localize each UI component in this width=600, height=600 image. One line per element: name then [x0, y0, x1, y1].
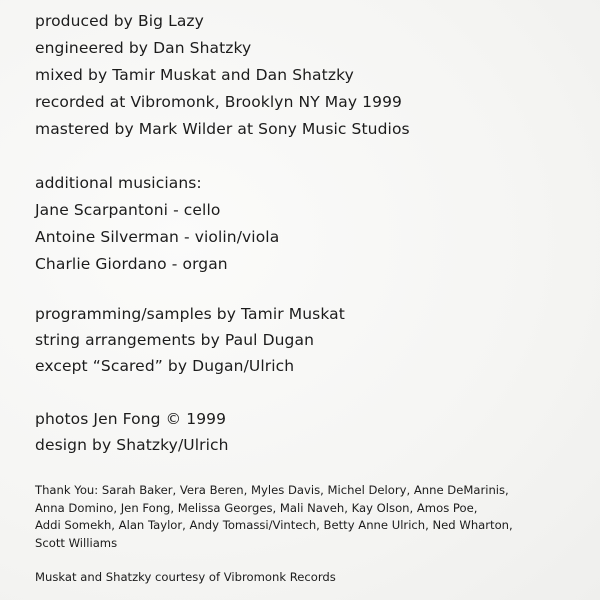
thank-you-line: Thank You: Sarah Baker, Vera Beren, Myles Davis, Michel Delory, Anne DeMarinis, [35, 483, 509, 497]
credit-programming: programming/samples by Tamir Muskat [35, 305, 345, 323]
liner-notes-page [35, 0, 595, 600]
credit-mixed: mixed by Tamir Muskat and Dan Shatzky [35, 66, 354, 84]
thank-you-line: Addi Somekh, Alan Taylor, Andy Tomassi/Vintech, Betty Anne Ulrich, Ned Wharton, [35, 518, 513, 533]
thank-you-line: Scott Williams [35, 536, 118, 551]
credit-photos: photos Jen Fong © 1999 [35, 410, 227, 428]
credit-strings: string arrangements by Paul Dugan [35, 331, 314, 349]
musician-line: Antoine Silverman - violin/viola [35, 228, 280, 246]
credit-engineered: engineered by Dan Shatzky [35, 39, 252, 57]
thank-you-line: Anna Domino, Jen Fong, Melissa Georges, Mali Naveh, Kay Olson, Amos Poe, [35, 500, 478, 515]
credit-strings-exception: except “Scared” by Dugan/Ulrich [35, 357, 295, 375]
credit-recorded: recorded at Vibromonk, Brooklyn NY May 1999 [35, 93, 403, 111]
credit-produced: produced by Big Lazy [35, 12, 204, 30]
credit-design: design by Shatzky/Ulrich [35, 436, 229, 454]
thank-you-paragraph [35, 482, 583, 553]
musician-line: Charlie Giordano - organ [35, 255, 228, 273]
musician-line: Jane Scarpantoni - cello [35, 201, 221, 219]
label-courtesy-note: Muskat and Shatzky courtesy of Vibromonk Records [35, 570, 336, 584]
credit-mastered: mastered by Mark Wilder at Sony Music Studios [35, 120, 410, 138]
musicians-heading: additional musicians: [35, 174, 202, 192]
